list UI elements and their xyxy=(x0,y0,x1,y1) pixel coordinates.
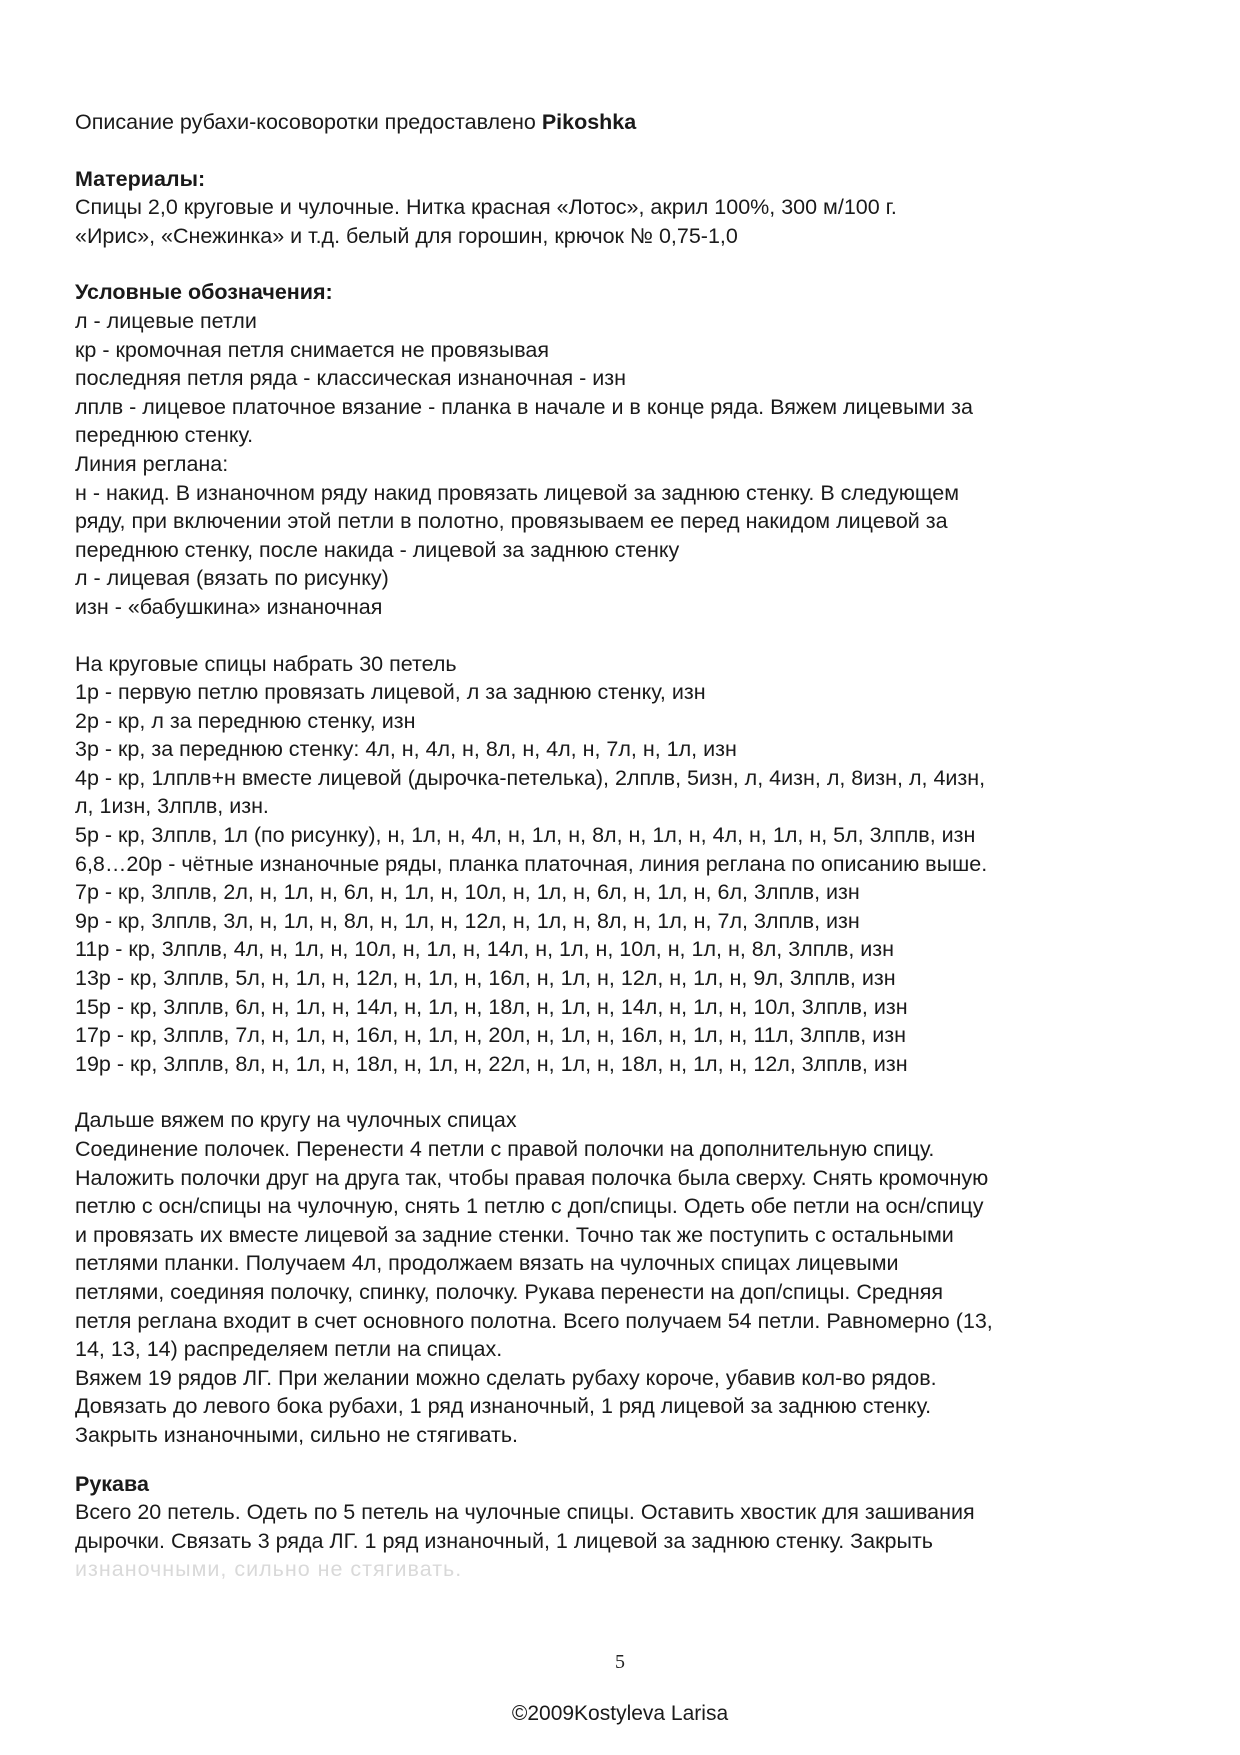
row-instruction: 17р - кр, 3лплв, 7л, н, 1л, н, 16л, н, 1л, н, 20л, н, 1л, н, 16л, н, 1л, н, 11л, 3лплв, изн xyxy=(75,1023,906,1048)
materials-line: Спицы 2,0 круговые и чулочные. Нитка красная «Лотос», акрил 100%, 300 м/100 г. xyxy=(75,195,897,220)
row-instruction: 6,8…20р - чётные изнаночные ряды, планка платочная, линия реглана по описанию выше. xyxy=(75,851,988,876)
materials-list xyxy=(75,193,1175,250)
intro-text: Описание рубахи-косоворотки предоставлено xyxy=(75,110,542,134)
intro-author: Pikoshka xyxy=(541,110,637,134)
sleeves-line: Всего 20 петель. Одеть по 5 петель на чулочные спицы. Оставить хвостик для зашивания xyxy=(75,1500,975,1525)
materials-line: «Ирис», «Снежинка» и т.д. белый для горошин, крючок № 0,75-1,0 xyxy=(75,223,738,248)
circular-line: петлю с осн/спицы на чулочную, снять 1 петлю с доп/спицы. Одеть обе петли на осн/спицу xyxy=(75,1194,984,1219)
legend-line: н - накид. В изнаночном ряду накид провязать лицевой за заднюю стенку. В следующем xyxy=(75,480,960,505)
circular-line: петлями планки. Получаем 4л, продолжаем вязать на чулочных спицах лицевыми xyxy=(75,1251,899,1276)
sleeves-faded-line: изнаночными, сильно не стягивать. xyxy=(75,1557,463,1582)
legend-list xyxy=(75,307,1175,622)
legend-line: лплв - лицевое платочное вязание - планка в начале и в конце ряда. Вяжем лицевыми за xyxy=(75,394,973,419)
legend-line: переднюю стенку. xyxy=(75,423,254,448)
row-instruction: На круговые спицы набрать 30 петель xyxy=(75,651,457,676)
row-instruction: 3р - кр, за переднюю стенку: 4л, н, 4л, н, 8л, н, 4л, н, 7л, н, 1л, изн xyxy=(75,737,737,762)
document-body xyxy=(75,108,1175,1584)
circular-line: Закрыть изнаночными, сильно не стягивать. xyxy=(75,1422,518,1447)
row-instruction: 11р - кр, 3лплв, 4л, н, 1л, н, 10л, н, 1л, н, 14л, н, 1л, н, 10л, н, 1л, н, 8л, 3лплв, изн xyxy=(75,937,895,962)
circular-line: петлями, соединяя полочку, спинку, полочку. Рукава перенести на доп/спицы. Средняя xyxy=(75,1279,944,1304)
row-instruction: 2р - кр, л за переднюю стенку, изн xyxy=(75,708,416,733)
sleeves-section xyxy=(75,1498,1175,1584)
circular-line: 14, 13, 14) распределяем петли на спицах. xyxy=(75,1337,503,1362)
legend-line: последняя петля ряда - классическая изнаночная - изн xyxy=(75,366,627,391)
row-instruction: 15р - кр, 3лплв, 6л, н, 1л, н, 14л, н, 1л, н, 18л, н, 1л, н, 14л, н, 1л, н, 10л, 3лплв, изн xyxy=(75,994,908,1019)
circular-line: и провязать их вместе лицевой за задние стенки. Точно так же поступить с остальными xyxy=(75,1222,954,1247)
page-number: 5 xyxy=(615,1651,625,1673)
intro-line xyxy=(75,108,1175,137)
circular-line: петля реглана входит в счет основного полотна. Всего получаем 54 петли. Равномерно (13, xyxy=(75,1308,993,1333)
row-instruction: 9р - кр, 3лплв, 3л, н, 1л, н, 8л, н, 1л, н, 12л, н, 1л, н, 8л, н, 1л, н, 7л, 3лплв, изн xyxy=(75,908,860,933)
legend-line: изн - «бабушкина» изнаночная xyxy=(75,594,383,619)
circular-line: Дальше вяжем по кругу на чулочных спицах xyxy=(75,1108,517,1133)
row-instruction: 4р - кр, 1лплв+н вместе лицевой (дырочка-петелька), 2лплв, 5изн, л, 4изн, л, 8изн, л, 4изн, xyxy=(75,765,986,790)
legend-line: ряду, при включении этой петли в полотно, провязываем ее перед накидом лицевой за xyxy=(75,509,948,534)
sleeves-line: дырочки. Связать 3 ряда ЛГ. 1 ряд изнаночный, 1 лицевой за заднюю стенку. Закрыть xyxy=(75,1528,933,1553)
legend-line: л - лицевые петли xyxy=(75,308,257,333)
legend-line: л - лицевая (вязать по рисунку) xyxy=(75,566,389,591)
legend-line: переднюю стенку, после накида - лицевой за заднюю стенку xyxy=(75,537,680,562)
materials-heading: Материалы: xyxy=(75,166,206,191)
row-instruction: 7р - кр, 3лплв, 2л, н, 1л, н, 6л, н, 1л, н, 10л, н, 1л, н, 6л, н, 1л, н, 6л, 3лплв, изн xyxy=(75,880,860,905)
row-instruction: 5р - кр, 3лплв, 1л (по рисунку), н, 1л, н, 4л, н, 1л, н, 8л, н, 1л, н, 4л, н, 1л, н, 5л, 3лплв, изн xyxy=(75,823,976,848)
row-instruction: 19р - кр, 3лплв, 8л, н, 1л, н, 18л, н, 1л, н, 22л, н, 1л, н, 18л, н, 1л, н, 12л, 3лплв, изн xyxy=(75,1051,908,1076)
circular-line: Довязать до левого бока рубахи, 1 ряд изнаночный, 1 ряд лицевой за заднюю стенку. xyxy=(75,1394,932,1419)
circular-line: Соединение полочек. Перенести 4 петли с правой полочки на дополнительную спицу. xyxy=(75,1137,935,1161)
row-instruction: л, 1изн, 3лплв, изн. xyxy=(75,794,269,819)
circular-line: Наложить полочки друг на друга так, чтобы правая полочка была сверху. Снять кромочную xyxy=(75,1165,989,1190)
legend-line: Линия реглана: xyxy=(75,451,229,476)
rows-list xyxy=(75,650,1175,1079)
circular-section xyxy=(75,1106,1175,1449)
legend-heading: Условные обозначения: xyxy=(75,280,333,305)
row-instruction: 1р - первую петлю провязать лицевой, л за заднюю стенку, изн xyxy=(75,680,706,705)
legend-line: кр - кромочная петля снимается не провязывая xyxy=(75,337,549,362)
row-instruction: 13р - кр, 3лплв, 5л, н, 1л, н, 12л, н, 1л, н, 16л, н, 1л, н, 12л, н, 1л, н, 9л, 3лплв, изн xyxy=(75,966,896,991)
circular-line: Вяжем 19 рядов ЛГ. При желании можно сделать рубаху короче, убавив кол-во рядов. xyxy=(75,1365,937,1390)
sleeves-heading: Рукава xyxy=(75,1471,149,1496)
copyright-footer: ©2009Kostyleva Larisa xyxy=(511,1702,729,1725)
